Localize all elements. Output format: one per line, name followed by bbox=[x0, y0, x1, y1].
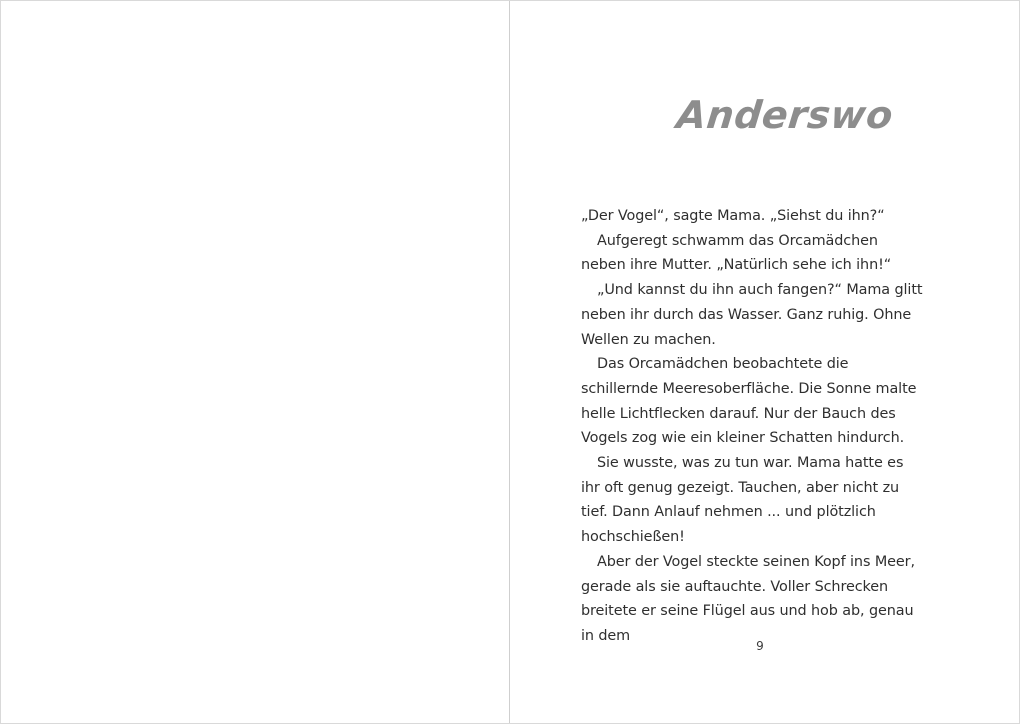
chapter-title: Anderswo bbox=[674, 93, 896, 137]
paragraph: Aber der Vogel steckte seinen Kopf ins Meer, gerade als sie auftauchte. Voller Schrecken breitete er seine Flügel aus und hob ab, genau in dem bbox=[581, 553, 915, 644]
body-text bbox=[581, 204, 926, 649]
page-number: 9 bbox=[756, 639, 764, 653]
paragraph: Aufgeregt schwamm das Orcamädchen neben ihre Mutter. „Natürlich sehe ich ihn!“ bbox=[581, 232, 892, 274]
paragraph: „Und kannst du ihn auch fangen?“ Mama glitt neben ihr durch das Wasser. Ganz ruhig. Ohne Wellen zu machen. bbox=[581, 282, 923, 348]
paragraph: Sie wusste, was zu tun war. Mama hatte es ihr oft genug gezeigt. Tauchen, aber nicht zu tief. Dann Anlauf nehmen ... und plötzlich hochschießen! bbox=[581, 455, 904, 546]
paragraph: „Der Vogel“, sagte Mama. „Siehst du ihn?“ bbox=[581, 208, 885, 224]
paragraph: Das Orcamädchen beobachtete die schillernde Meeresoberfläche. Die Sonne malte helle Lichtflecken darauf. Nur der Bauch des Vogels zog wie ein kleiner Schatten hindurch. bbox=[581, 356, 917, 447]
page-left bbox=[1, 1, 510, 723]
page-right bbox=[511, 1, 1019, 723]
